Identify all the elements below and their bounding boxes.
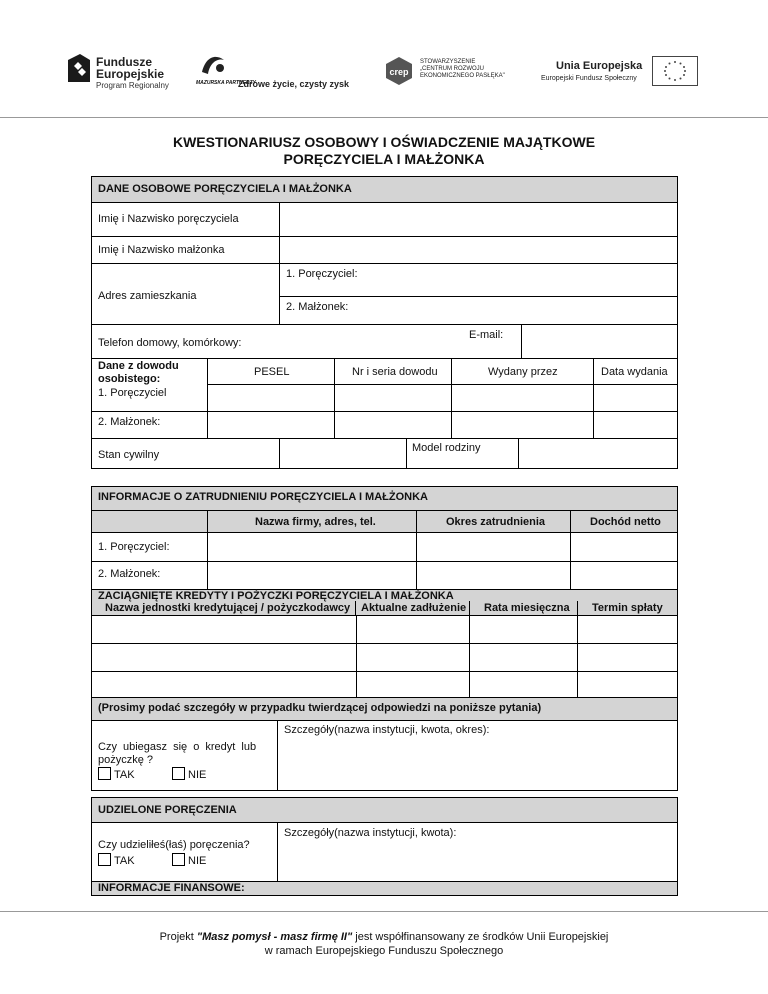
footer-pre: Projekt <box>159 931 197 943</box>
input-lender-1[interactable] <box>91 615 357 644</box>
mazury-slogan: Zdrowe życie, czysty zysk <box>238 79 350 89</box>
label-no: NIE <box>188 855 207 867</box>
input-issue-date-guarantor[interactable] <box>593 384 678 412</box>
header-divider <box>0 117 768 118</box>
footer-divider <box>0 911 768 912</box>
input-pesel-spouse[interactable] <box>207 411 335 439</box>
input-debt-3[interactable] <box>356 671 470 698</box>
form-title-line2: PORĘCZYCIELA I MAŁŻONKA <box>283 151 485 167</box>
mazury-logo-icon <box>198 52 228 78</box>
label-guarantee-question: Czy udzieliłeś(łaś) poręczenia? <box>98 839 250 851</box>
section-header-details: (Prosimy podać szczegóły w przypadku twierdzącej odpowiedzi na poniższe pytania) <box>98 702 542 714</box>
label-loan-details: Szczegóły(nazwa instytucji, kwota, okres): <box>284 724 490 736</box>
label-email: E-mail: <box>469 329 504 341</box>
input-lender-3[interactable] <box>91 671 357 698</box>
input-term-1[interactable] <box>577 615 678 644</box>
label-phone: Telefon domowy, komórkowy: <box>98 337 242 349</box>
input-installment-2[interactable] <box>469 643 578 672</box>
footer-line2: w ramach Europejskiego Funduszu Społecznego <box>264 945 504 957</box>
fe-line1: Fundusze <box>96 55 152 69</box>
input-term-2[interactable] <box>577 643 678 672</box>
label-address: Adres zamieszkania <box>98 290 197 302</box>
label-company: Nazwa firmy, adres, tel. <box>255 516 376 528</box>
input-issued-by-spouse[interactable] <box>451 411 594 439</box>
label-installment: Rata miesięczna <box>484 602 570 614</box>
input-lender-2[interactable] <box>91 643 357 672</box>
input-debt-2[interactable] <box>356 643 470 672</box>
input-debt-1[interactable] <box>356 615 470 644</box>
input-period-guarantor[interactable] <box>416 532 571 562</box>
svg-text:crep: crep <box>389 67 409 77</box>
label-loan-question-2: pożyczkę ? <box>98 754 154 766</box>
option-guarantee-no[interactable] <box>172 853 206 867</box>
crep-logo-icon <box>384 56 414 86</box>
section-header-employment: INFORMACJE O ZATRUDNIENIU PORĘCZYCIELA I MAŁŻONKA <box>98 491 428 503</box>
input-term-3[interactable] <box>577 671 678 698</box>
section-header-credits: ZACIĄGNIĘTE KREDYTY I POŻYCZKI PORĘCZYCIELA I MAŁŻONKA <box>98 590 454 602</box>
mazury-small-text: MAZURSKA PARTNERZY <box>196 80 256 86</box>
input-company-spouse[interactable] <box>207 561 417 590</box>
label-id-line1: Dane z dowodu <box>98 360 179 372</box>
input-issued-by-guarantor[interactable] <box>451 384 594 412</box>
label-family-model: Model rodziny <box>412 442 481 454</box>
label-yes: TAK <box>114 855 135 867</box>
input-email[interactable] <box>521 324 678 359</box>
label-id-guarantor: 1. Poręczyciel <box>98 387 167 399</box>
label-id-spouse: 2. Małżonek: <box>98 416 161 428</box>
checkbox-icon[interactable] <box>172 853 185 866</box>
checkbox-icon[interactable] <box>98 853 111 866</box>
label-lender: Nazwa jednostki kredytującej / pożyczkodawcy <box>105 602 351 614</box>
footer-post: jest współfinansowany ze środków Unii Europejskiej <box>352 931 609 943</box>
input-pesel-guarantor[interactable] <box>207 384 335 412</box>
label-address-guarantor: 1. Poręczyciel: <box>286 268 358 280</box>
crep-line1: STOWARZYSZENIE <box>420 59 476 65</box>
input-id-number-guarantor[interactable] <box>334 384 452 412</box>
input-installment-3[interactable] <box>469 671 578 698</box>
section-header-finance: INFORMACJE FINANSOWE: <box>98 882 245 894</box>
option-loan-yes[interactable] <box>98 767 135 781</box>
label-period: Okres zatrudnienia <box>446 516 546 528</box>
crep-line3: EKONOMICZNEGO PASŁĘKA" <box>420 73 505 79</box>
label-guarantee-details: Szczegóły(nazwa instytucji, kwota): <box>284 827 457 839</box>
ue-title: Unia Europejska <box>556 60 643 72</box>
footer-line1 <box>0 930 768 944</box>
label-name-spouse: Imię i Nazwisko małżonka <box>98 244 225 256</box>
fe-line3: Program Regionalny <box>96 81 169 90</box>
eu-flag-icon <box>652 56 698 86</box>
label-debt: Aktualne zadłużenie <box>361 602 467 614</box>
checkbox-icon[interactable] <box>172 767 185 780</box>
input-installment-1[interactable] <box>469 615 578 644</box>
section-header-guarantees: UDZIELONE PORĘCZENIA <box>98 804 237 816</box>
form-title-line1: KWESTIONARIUSZ OSOBOWY I OŚWIADCZENIE MAJĄTKOWE <box>172 134 596 150</box>
label-address-spouse: 2. Małżonek: <box>286 301 349 313</box>
input-period-spouse[interactable] <box>416 561 571 590</box>
checkbox-icon[interactable] <box>98 767 111 780</box>
input-income-guarantor[interactable] <box>570 532 678 562</box>
option-guarantee-yes[interactable] <box>98 853 135 867</box>
label-id-line2: osobistego: <box>98 373 161 385</box>
label-issued-by: Wydany przez <box>488 366 558 378</box>
input-name-guarantor[interactable] <box>279 202 678 237</box>
fe-line2: Europejskie <box>96 67 165 81</box>
label-pesel: PESEL <box>254 366 290 378</box>
label-name-guarantor: Imię i Nazwisko poręczyciela <box>98 213 239 225</box>
label-id-number: Nr i seria dowodu <box>352 366 438 378</box>
input-id-number-spouse[interactable] <box>334 411 452 439</box>
label-employment-spouse: 2. Małżonek: <box>98 568 161 580</box>
input-family-model[interactable] <box>518 438 678 469</box>
footer-project: "Masz pomysł - masz firmę II" <box>196 931 353 943</box>
ue-subtitle: Europejski Fundusz Społeczny <box>541 75 637 82</box>
input-income-spouse[interactable] <box>570 561 678 590</box>
input-issue-date-spouse[interactable] <box>593 411 678 439</box>
input-company-guarantor[interactable] <box>207 532 417 562</box>
label-yes: TAK <box>114 769 135 781</box>
crep-line2: „CENTRUM ROZWOJU <box>420 66 484 72</box>
label-income: Dochód netto <box>590 516 661 528</box>
section-header-personal: DANE OSOBOWE PORĘCZYCIELA I MAŁŻONKA <box>98 183 352 195</box>
label-loan-question-1: Czy ubiegasz się o kredyt lub <box>98 741 257 753</box>
label-term: Termin spłaty <box>592 602 663 614</box>
option-loan-no[interactable] <box>172 767 206 781</box>
input-name-spouse[interactable] <box>279 236 678 264</box>
label-no: NIE <box>188 769 207 781</box>
label-issue-date: Data wydania <box>601 366 668 378</box>
label-marital: Stan cywilny <box>98 449 160 461</box>
fundusze-europejskie-logo-icon <box>66 54 92 84</box>
label-employment-guarantor: 1. Poręczyciel: <box>98 541 170 553</box>
input-marital[interactable] <box>279 438 407 469</box>
